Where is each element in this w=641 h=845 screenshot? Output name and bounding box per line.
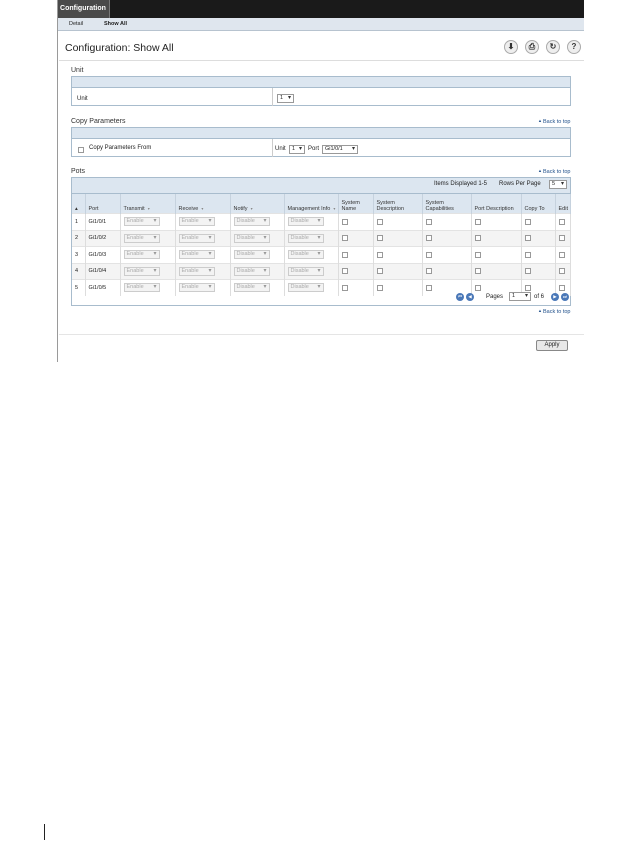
management-info-select[interactable]: Disable ▾: [288, 217, 324, 226]
system-name-checkbox[interactable]: [342, 219, 348, 225]
row-number: 4: [72, 263, 85, 280]
management-info-select[interactable]: Disable ▾: [288, 283, 324, 292]
receive-select[interactable]: Enable ▾: [179, 217, 215, 226]
ports-panel-header: [72, 178, 570, 194]
ports-table-header: [72, 194, 570, 214]
system-description-checkbox[interactable]: [377, 268, 383, 274]
unit-select[interactable]: 1 ▾: [277, 94, 294, 103]
row-port: Gi1/0/3: [85, 247, 120, 264]
receive-select[interactable]: Enable ▾: [179, 283, 215, 292]
port-description-checkbox[interactable]: [475, 285, 481, 291]
column-management-info[interactable]: Management Info ▾: [284, 194, 338, 214]
system-capabilities-checkbox[interactable]: [426, 285, 432, 291]
copy-section-title: Copy Parameters: [71, 118, 126, 125]
copy-unit-select[interactable]: 1 ▾: [289, 145, 305, 154]
column-notify[interactable]: Notify ▾: [230, 194, 284, 214]
transmit-select[interactable]: Enable ▾: [124, 234, 160, 243]
edit-checkbox[interactable]: [559, 285, 565, 291]
system-name-checkbox[interactable]: [342, 268, 348, 274]
system-description-checkbox[interactable]: [377, 219, 383, 225]
subnav-show-all[interactable]: Show All: [104, 21, 128, 27]
system-description-checkbox[interactable]: [377, 285, 383, 291]
row-number: 2: [72, 230, 85, 247]
print-icon[interactable]: ⎙: [525, 40, 539, 54]
system-capabilities-checkbox[interactable]: [426, 268, 432, 274]
copy-panel-header: [72, 128, 570, 139]
copy-panel: [71, 127, 571, 157]
row-port: Gi1/0/4: [85, 263, 120, 280]
sub-navigation: [57, 18, 584, 31]
management-info-select[interactable]: Disable ▾: [288, 234, 324, 243]
ports-panel: [71, 177, 571, 306]
column-receive[interactable]: Receive ▾: [175, 194, 230, 214]
receive-select[interactable]: Enable ▾: [179, 250, 215, 259]
page-number-input[interactable]: 1 ▾: [509, 292, 531, 301]
system-capabilities-checkbox[interactable]: [426, 235, 432, 241]
transmit-select[interactable]: Enable ▾: [124, 267, 160, 276]
help-icon[interactable]: ?: [567, 40, 581, 54]
transmit-select[interactable]: Enable ▾: [124, 283, 160, 292]
bottom-back-to-top-link[interactable]: ▲ Back to top: [538, 308, 571, 315]
table-row: [72, 230, 570, 247]
ports-back-to-top-link[interactable]: ▲ Back to top: [538, 168, 571, 175]
select-all-column[interactable]: ▴: [72, 194, 85, 214]
column-transmit[interactable]: Transmit ▾: [120, 194, 175, 214]
ports-table: [72, 194, 571, 296]
copy-to-checkbox[interactable]: [525, 219, 531, 225]
top-menu-bar: [57, 0, 584, 18]
pages-label: Pages: [486, 294, 504, 300]
rows-per-page-label: Rows Per Page: [499, 181, 541, 187]
transmit-select[interactable]: Enable ▾: [124, 250, 160, 259]
unit-label: Unit: [77, 96, 88, 102]
edit-checkbox[interactable]: [559, 219, 565, 225]
port-description-checkbox[interactable]: [475, 252, 481, 258]
copy-port-select[interactable]: Gi1/0/1 ▾: [322, 145, 358, 154]
system-capabilities-checkbox[interactable]: [426, 252, 432, 258]
copy-divider: [272, 139, 273, 157]
rows-per-page-select[interactable]: 5 ▾: [549, 180, 567, 189]
row-number: 5: [72, 280, 85, 296]
table-row: [72, 263, 570, 280]
row-port: Gi1/0/5: [85, 280, 120, 296]
copy-to-checkbox[interactable]: [525, 285, 531, 291]
receive-select[interactable]: Enable ▾: [179, 267, 215, 276]
system-name-checkbox[interactable]: [342, 285, 348, 291]
edit-checkbox[interactable]: [559, 268, 565, 274]
save-icon[interactable]: ⬇: [504, 40, 518, 54]
next-page-icon[interactable]: ▶: [551, 293, 559, 301]
column-port-description[interactable]: Port Description: [471, 194, 521, 214]
table-row: [72, 214, 570, 231]
notify-select[interactable]: Disable ▾: [234, 250, 270, 259]
system-capabilities-checkbox[interactable]: [426, 219, 432, 225]
table-row: [72, 247, 570, 264]
unit-section-title: Unit: [71, 67, 84, 74]
port-description-checkbox[interactable]: [475, 268, 481, 274]
column-system-name[interactable]: System Name: [338, 194, 373, 214]
row-port: Gi1/0/2: [85, 230, 120, 247]
previous-page-icon[interactable]: ◀: [466, 293, 474, 301]
tab-configuration[interactable]: Configuration: [57, 0, 110, 18]
ports-section-title: Pots: [71, 168, 86, 175]
column-copy-to[interactable]: Copy To: [521, 194, 555, 214]
notify-select[interactable]: Disable ▾: [234, 234, 270, 243]
copy-parameters-checkbox[interactable]: [78, 147, 84, 153]
management-info-select[interactable]: Disable ▾: [288, 250, 324, 259]
management-info-select[interactable]: Disable ▾: [288, 267, 324, 276]
title-divider: [59, 60, 584, 61]
port-description-checkbox[interactable]: [475, 219, 481, 225]
items-displayed-text: Items Displayed 1-5: [434, 181, 488, 187]
frame-left-border: [57, 0, 58, 362]
screenshot-frame: [57, 0, 584, 362]
footer-divider: [59, 334, 584, 335]
notify-select[interactable]: Disable ▾: [234, 217, 270, 226]
edit-checkbox[interactable]: [559, 235, 565, 241]
system-description-checkbox[interactable]: [377, 235, 383, 241]
page-margin-mark: [44, 824, 45, 840]
copy-port-label: Port: [308, 146, 320, 152]
unit-panel-header: [72, 77, 570, 88]
row-number: 1: [72, 214, 85, 231]
refresh-icon[interactable]: ↻: [546, 40, 560, 54]
receive-select[interactable]: Enable ▾: [179, 234, 215, 243]
unit-panel: [71, 76, 571, 106]
notify-select[interactable]: Disable ▾: [234, 267, 270, 276]
system-name-checkbox[interactable]: [342, 252, 348, 258]
copy-to-checkbox[interactable]: [525, 235, 531, 241]
first-page-icon[interactable]: ⏮: [457, 294, 463, 299]
system-description-checkbox[interactable]: [377, 252, 383, 258]
page-title: Configuration: Show All: [65, 42, 174, 54]
port-description-checkbox[interactable]: [475, 235, 481, 241]
copy-back-to-top-link[interactable]: ▲ Back to top: [538, 118, 571, 125]
row-port: Gi1/0/1: [85, 214, 120, 231]
subnav-detail[interactable]: Detail: [69, 21, 84, 27]
column-port[interactable]: Port: [85, 194, 120, 214]
apply-button[interactable]: Apply: [536, 340, 568, 351]
column-system-capabilities[interactable]: System Capabilities: [422, 194, 471, 214]
page-total: of 6: [534, 294, 545, 300]
copy-unit-label: Unit: [275, 146, 286, 152]
column-system-description[interactable]: System Description: [373, 194, 422, 214]
row-number: 3: [72, 247, 85, 264]
copy-parameters-label: Copy Parameters From: [89, 145, 152, 151]
copy-to-checkbox[interactable]: [525, 268, 531, 274]
copy-to-checkbox[interactable]: [525, 252, 531, 258]
system-name-checkbox[interactable]: [342, 235, 348, 241]
last-page-icon[interactable]: ⏭: [562, 294, 568, 299]
notify-select[interactable]: Disable ▾: [234, 283, 270, 292]
edit-checkbox[interactable]: [559, 252, 565, 258]
transmit-select[interactable]: Enable ▾: [124, 217, 160, 226]
unit-divider: [272, 88, 273, 106]
column-edit[interactable]: Edit: [555, 194, 570, 214]
